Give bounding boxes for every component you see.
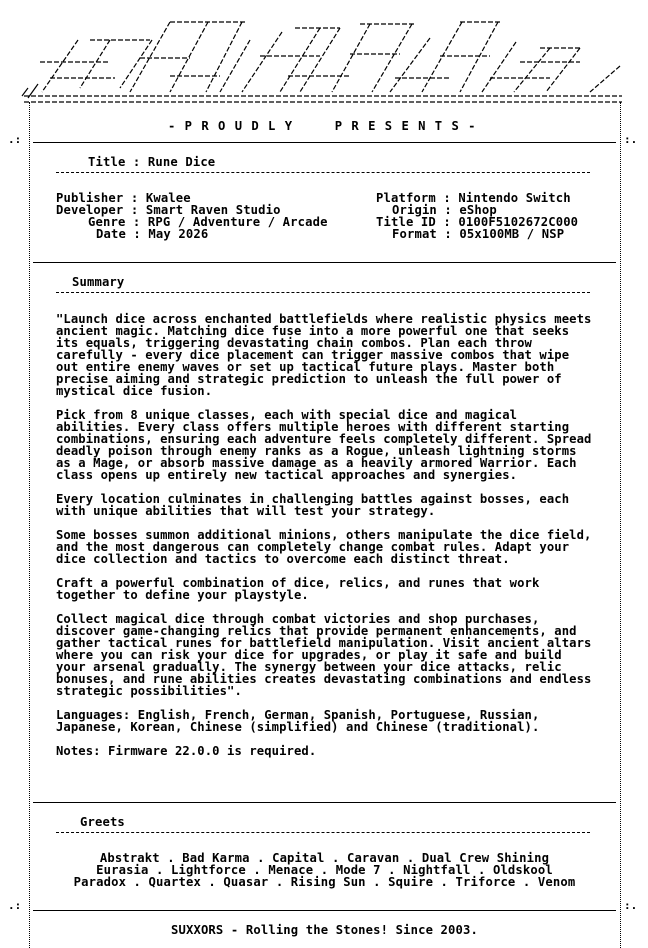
- divider: [33, 142, 616, 143]
- right-corner-dots: :.: [624, 133, 638, 146]
- proudly-presents: - P R O U D L Y P R E S E N T S -: [168, 119, 477, 133]
- greets-line: Eurasia . Lightforce . Menace . Mode 7 . Nightfall . Oldskool: [96, 863, 553, 877]
- format-row: [392, 228, 564, 240]
- summary-paragraph: Pick from 8 unique classes, each with special dice and magical abilities. Every class offers multiple heroes with different starting combinations, ensuring each adventure feels completely different. Spread deadly poison through enemy ranks as a Rogue, unleash lightning storms as a Mage, or absorb massive damage as a heavily armored Warrior. Each class opens up entirely new tactical approaches and synergies.: [56, 408, 592, 482]
- greets-heading: Greets: [80, 815, 125, 829]
- origin-label: Origin :: [392, 203, 460, 217]
- greets-dashes: [56, 832, 590, 833]
- developer-label: Developer :: [56, 203, 146, 217]
- summary-paragraph: Every location culminates in challenging battles against bosses, each with unique abilities that will test your strategy.: [56, 492, 570, 518]
- platform-value: Nintendo Switch: [458, 191, 571, 205]
- origin-value: eShop: [459, 203, 497, 217]
- release-title: Rune Dice: [147, 155, 216, 169]
- title-label: Title :: [88, 155, 148, 169]
- notes-paragraph: Notes: Firmware 22.0.0 is required.: [56, 744, 317, 758]
- date-value: May 2026: [148, 227, 209, 241]
- divider: [33, 802, 616, 803]
- title-id-label: Title ID :: [376, 215, 459, 229]
- summary-paragraph: Some bosses summon additional minions, others manipulate the dice field, and the most dangerous can completely change combat rules. Adapt your dice collection and tactics to overcome each distinct threat.: [56, 528, 592, 566]
- genre-label: Genre :: [88, 215, 148, 229]
- left-corner-dots: .:: [8, 133, 22, 146]
- format-label: Format :: [392, 227, 460, 241]
- developer-value: Smart Raven Studio: [145, 203, 281, 217]
- title-id-value: 0100F5102672C000: [458, 215, 579, 229]
- divider: [33, 262, 616, 263]
- summary-body: [56, 313, 596, 769]
- date-label: Date :: [96, 227, 149, 241]
- publisher-value: Kwalee: [145, 191, 191, 205]
- suxxors-ascii-logo: [20, 18, 626, 108]
- left-border: [29, 102, 30, 948]
- divider: [33, 910, 616, 911]
- summary-paragraph: Craft a powerful combination of dice, relics, and runes that work together to define your playstyle.: [56, 576, 540, 602]
- summary-heading: Summary: [72, 275, 125, 289]
- publisher-label: Publisher :: [56, 191, 146, 205]
- summary-paragraph: Collect magical dice through combat victories and shop purchases, discover game-changing relics that provide permanent enhancements, and gather tactical runes for battlefield manipulation. Visit ancient altars where you can risk your dice for upgrades, or play it safe and build your arsenal gradually. The synergy between your dice attacks, relic bonuses, and rune abilities creates devastating combinations and endless strategic possibilities".: [56, 612, 592, 698]
- greets-line: Abstrakt . Bad Karma . Capital . Caravan . Dual Crew Shining: [99, 851, 550, 865]
- date-row: [96, 228, 208, 240]
- title-dashes: [56, 172, 590, 173]
- greets-line: Paradox . Quartex . Quasar . Rising Sun . Squire . Triforce . Venom: [73, 875, 576, 889]
- left-corner-dots-bottom: .:: [8, 899, 22, 912]
- languages-paragraph: Languages: English, French, German, Spanish, Portuguese, Russian, Japanese, Korean, Chinese (simplified) and Chinese (traditional).: [56, 708, 540, 734]
- footer-tagline: SUXXORS - Rolling the Stones! Since 2003.: [171, 923, 478, 937]
- summary-paragraph: "Launch dice across enchanted battlefields where realistic physics meets ancient magic. Matching dice fuse into a more powerful one that seeks its equals, triggering devastating chain combos. Plan each throw carefully - every dice placement can trigger massive combos that wipe out entire enemy waves or set up tactical future plays. Master both precise aiming and strategic prediction to unleash the full power of mystical dice fusion.: [56, 312, 592, 398]
- format-value: 05x100MB / NSP: [459, 227, 565, 241]
- platform-label: Platform :: [376, 191, 459, 205]
- title-row: [88, 156, 215, 168]
- summary-dashes: [56, 292, 590, 293]
- right-corner-dots-bottom: :.: [624, 899, 638, 912]
- right-border: [620, 102, 621, 948]
- genre-value: RPG / Adventure / Arcade: [147, 215, 328, 229]
